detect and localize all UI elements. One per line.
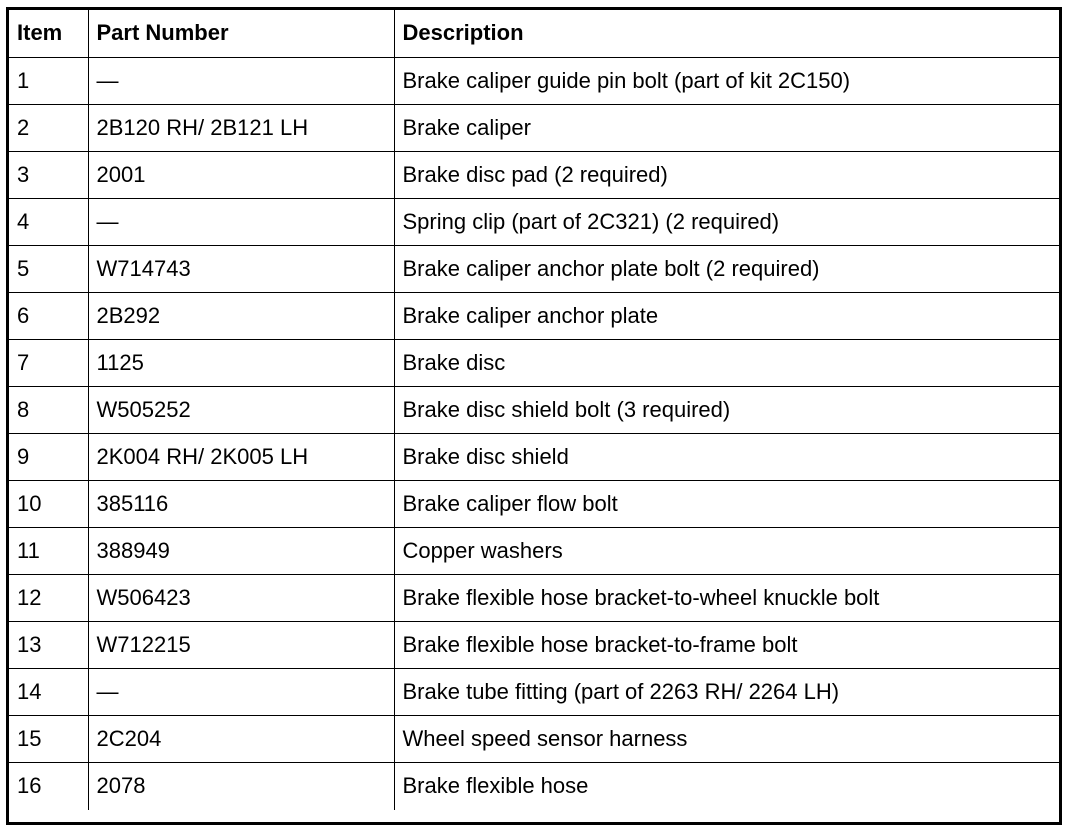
item-cell: 13	[9, 621, 88, 668]
description-cell: Brake caliper	[394, 104, 1059, 151]
part-number-cell: 2C204	[88, 715, 394, 762]
item-cell: 9	[9, 433, 88, 480]
description-cell: Brake caliper anchor plate bolt (2 required)	[394, 245, 1059, 292]
item-cell: 14	[9, 668, 88, 715]
item-cell: 10	[9, 480, 88, 527]
header-description: Description	[394, 10, 1059, 57]
item-cell: 15	[9, 715, 88, 762]
description-cell: Brake caliper flow bolt	[394, 480, 1059, 527]
item-cell: 8	[9, 386, 88, 433]
description-cell: Brake caliper anchor plate	[394, 292, 1059, 339]
part-number-cell: W714743	[88, 245, 394, 292]
item-cell: 4	[9, 198, 88, 245]
part-number-cell: W505252	[88, 386, 394, 433]
table-row	[9, 527, 1059, 574]
description-cell: Brake flexible hose bracket-to-wheel knuckle bolt	[394, 574, 1059, 621]
description-cell: Brake flexible hose bracket-to-frame bolt	[394, 621, 1059, 668]
table-row	[9, 292, 1059, 339]
header-part-number: Part Number	[88, 10, 394, 57]
table-row	[9, 621, 1059, 668]
item-cell: 16	[9, 762, 88, 810]
table-row	[9, 57, 1059, 104]
item-cell: 1	[9, 57, 88, 104]
description-cell: Brake disc shield bolt (3 required)	[394, 386, 1059, 433]
table-row	[9, 245, 1059, 292]
part-number-cell: 2B292	[88, 292, 394, 339]
table-row	[9, 715, 1059, 762]
table-header-row	[9, 10, 1059, 57]
part-number-cell: 2K004 RH/ 2K005 LH	[88, 433, 394, 480]
description-cell: Wheel speed sensor harness	[394, 715, 1059, 762]
table-row	[9, 198, 1059, 245]
item-cell: 2	[9, 104, 88, 151]
table-row	[9, 574, 1059, 621]
table-row	[9, 386, 1059, 433]
item-cell: 5	[9, 245, 88, 292]
item-cell: 7	[9, 339, 88, 386]
table-row	[9, 480, 1059, 527]
description-cell: Brake tube fitting (part of 2263 RH/ 2264 LH)	[394, 668, 1059, 715]
description-cell: Copper washers	[394, 527, 1059, 574]
item-cell: 3	[9, 151, 88, 198]
table-row	[9, 104, 1059, 151]
description-cell: Brake flexible hose	[394, 762, 1059, 810]
part-number-cell: —	[88, 668, 394, 715]
description-cell: Spring clip (part of 2C321) (2 required)	[394, 198, 1059, 245]
table-row	[9, 433, 1059, 480]
part-number-cell: 385116	[88, 480, 394, 527]
table-row	[9, 339, 1059, 386]
part-number-cell: 2001	[88, 151, 394, 198]
part-number-cell: 2B120 RH/ 2B121 LH	[88, 104, 394, 151]
table-row	[9, 151, 1059, 198]
parts-table	[9, 10, 1059, 810]
part-number-cell: 2078	[88, 762, 394, 810]
part-number-cell: —	[88, 57, 394, 104]
description-cell: Brake disc	[394, 339, 1059, 386]
part-number-cell: —	[88, 198, 394, 245]
parts-table-frame	[6, 7, 1062, 825]
table-row	[9, 668, 1059, 715]
header-item: Item	[9, 10, 88, 57]
part-number-cell: W506423	[88, 574, 394, 621]
description-cell: Brake caliper guide pin bolt (part of kit 2C150)	[394, 57, 1059, 104]
part-number-cell: W712215	[88, 621, 394, 668]
table-row	[9, 762, 1059, 810]
part-number-cell: 388949	[88, 527, 394, 574]
description-cell: Brake disc pad (2 required)	[394, 151, 1059, 198]
description-cell: Brake disc shield	[394, 433, 1059, 480]
part-number-cell: 1125	[88, 339, 394, 386]
item-cell: 12	[9, 574, 88, 621]
item-cell: 6	[9, 292, 88, 339]
item-cell: 11	[9, 527, 88, 574]
